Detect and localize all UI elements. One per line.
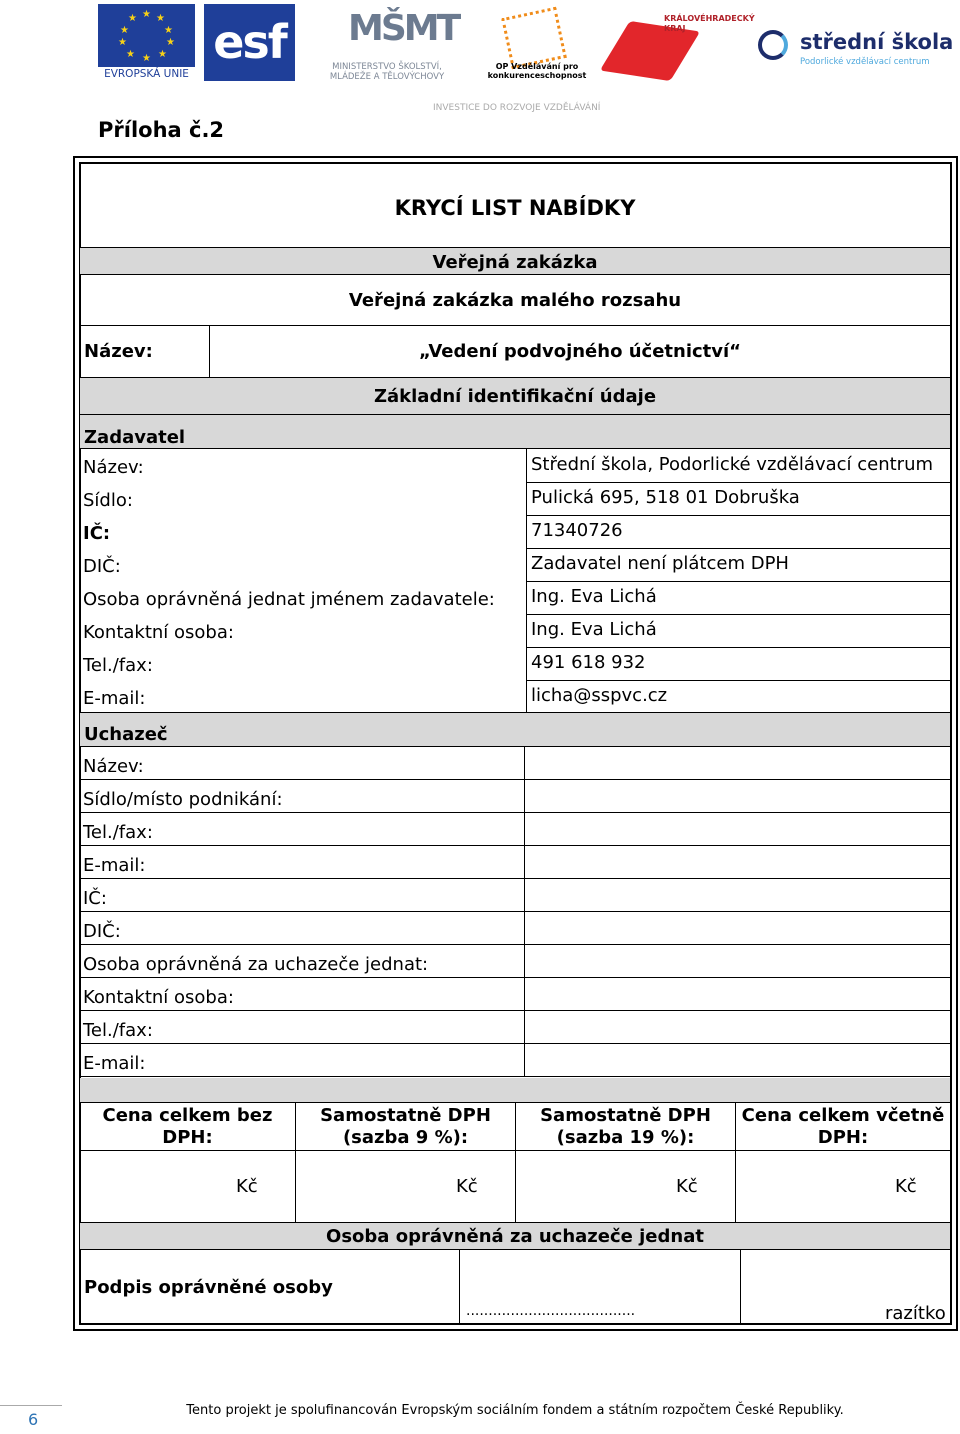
zadavatel-value: licha@sspvc.cz [531, 685, 668, 706]
price-header-3-line2: (sazba 19 %): [556, 1127, 695, 1148]
price-header-4-line1: Cena celkem včetně [741, 1105, 945, 1126]
nazev-value: „Vedení podvojného účetnictví“ [418, 341, 741, 362]
uchazec-label: Tel./fax: [83, 1020, 153, 1041]
annex-label: Příloha č.2 [98, 118, 225, 142]
kraj-logo [608, 14, 758, 84]
uchazec-input[interactable] [525, 1011, 950, 1043]
form-title: KRYCÍ LIST NABÍDKY [394, 196, 636, 220]
uchazec-input[interactable] [525, 978, 950, 1010]
opvk-logo [484, 8, 590, 84]
uchazec-label: IČ: [83, 888, 107, 909]
uchazec-input[interactable] [525, 747, 950, 779]
price-value-2[interactable]: Kč [456, 1176, 478, 1197]
uchazec-label: Tel./fax: [83, 822, 153, 843]
price-header-1-line1: Cena celkem bez [102, 1105, 273, 1126]
school-subtitle: Podorlické vzdělávací centrum [800, 57, 930, 67]
signature-field[interactable]: ...................................... [466, 1303, 636, 1319]
podpis-label: Podpis oprávněné osoby [84, 1277, 333, 1298]
zadavatel-value: Ing. Eva Lichá [531, 586, 657, 607]
msmt-mark: MŠMT [348, 8, 459, 49]
logo-bar [0, 0, 960, 110]
school-logo [756, 26, 954, 72]
zadavatel-label: Název: [83, 457, 144, 478]
zadavatel-label: E-mail: [83, 688, 146, 709]
zadavatel-value: Střední škola, Podorlické vzdělávací centrum [531, 454, 934, 475]
zakazka-type: Veřejná zakázka malého rozsahu [348, 290, 682, 311]
school-name: střední škola [800, 30, 954, 54]
zadavatel-label: Osoba oprávněná jednat jménem zadavatele: [83, 589, 495, 610]
msmt-logo [312, 8, 462, 84]
footer-text: Tento projekt je spolufinancován Evropským sociálním fondem a státním rozpočtem České Republiky. [186, 1403, 844, 1418]
zadavatel-label: Tel./fax: [83, 655, 153, 676]
uchazec-input[interactable] [525, 1044, 950, 1076]
eu-caption: EVROPSKÁ UNIE [104, 68, 189, 80]
kraj-caption: KRÁLOVÉHRADECKÝ KRAJ [664, 14, 755, 33]
stamp-label: razítko [885, 1303, 946, 1324]
zadavatel-label: Kontaktní osoba: [83, 622, 234, 643]
price-value-3[interactable]: Kč [676, 1176, 698, 1197]
zadavatel-value: Ing. Eva Lichá [531, 619, 657, 640]
msmt-caption: MINISTERSTVO ŠKOLSTVÍ, MLÁDEŽE A TĚLOVÝCHOVY [329, 62, 445, 82]
uchazec-label: E-mail: [83, 1053, 146, 1074]
price-header-2-line1: Samostatně DPH [320, 1105, 491, 1126]
price-value-4[interactable]: Kč [895, 1176, 917, 1197]
uchazec-label: Název: [83, 756, 144, 777]
uchazec-label: Sídlo/místo podnikání: [83, 789, 283, 810]
zadavatel-heading: Zadavatel [84, 427, 186, 448]
school-ring-icon [758, 30, 788, 60]
uchazec-heading: Uchazeč [84, 724, 168, 745]
zadavatel-label: Sídlo: [83, 490, 133, 511]
uchazec-label: Osoba oprávněná za uchazeče jednat: [83, 954, 429, 975]
opvk-caption: OP Vzdělávání pro konkurenceschopnost [487, 62, 587, 80]
osoba-header: Osoba oprávněná za uchazeče jednat [326, 1226, 704, 1247]
zadavatel-label: IČ: [83, 523, 111, 544]
price-value-1[interactable]: Kč [236, 1176, 258, 1197]
zadavatel-label: DIČ: [83, 556, 121, 577]
uchazec-input[interactable] [525, 813, 950, 845]
eu-flag-logo: ★ ★ ★ ★ ★ ★ ★ ★ ★ ★ [98, 4, 195, 67]
zadavatel-value: 71340726 [531, 520, 623, 541]
zadavatel-value: 491 618 932 [531, 652, 646, 673]
price-header-3-line1: Samostatně DPH [540, 1105, 711, 1126]
uchazec-input[interactable] [525, 912, 950, 944]
uchazec-label: Kontaktní osoba: [83, 987, 234, 1008]
uchazec-input[interactable] [525, 879, 950, 911]
uchazec-input[interactable] [525, 780, 950, 812]
price-header-2-line2: (sazba 9 %): [342, 1127, 469, 1148]
zadavatel-value: Zadavatel není plátcem DPH [531, 553, 789, 574]
esf-logo: esf [204, 4, 295, 81]
zakladni-header: Základní identifikační údaje [373, 386, 657, 407]
uchazec-label: DIČ: [83, 921, 121, 942]
price-header-1-line2: DPH: [162, 1127, 213, 1148]
opvk-mark [501, 7, 567, 70]
price-header-4-line2: DPH: [817, 1127, 869, 1148]
investice-caption: INVESTICE DO ROZVOJE VZDĚLÁVÁNÍ [433, 103, 601, 113]
zadavatel-value: Pulická 695, 518 01 Dobruška [531, 487, 800, 508]
uchazec-input[interactable] [525, 846, 950, 878]
zakazka-header: Veřejná zakázka [432, 252, 598, 273]
uchazec-label: E-mail: [83, 855, 146, 876]
nazev-label: Název: [84, 341, 153, 362]
uchazec-input[interactable] [525, 945, 950, 977]
page-number: 6 [28, 1410, 39, 1429]
